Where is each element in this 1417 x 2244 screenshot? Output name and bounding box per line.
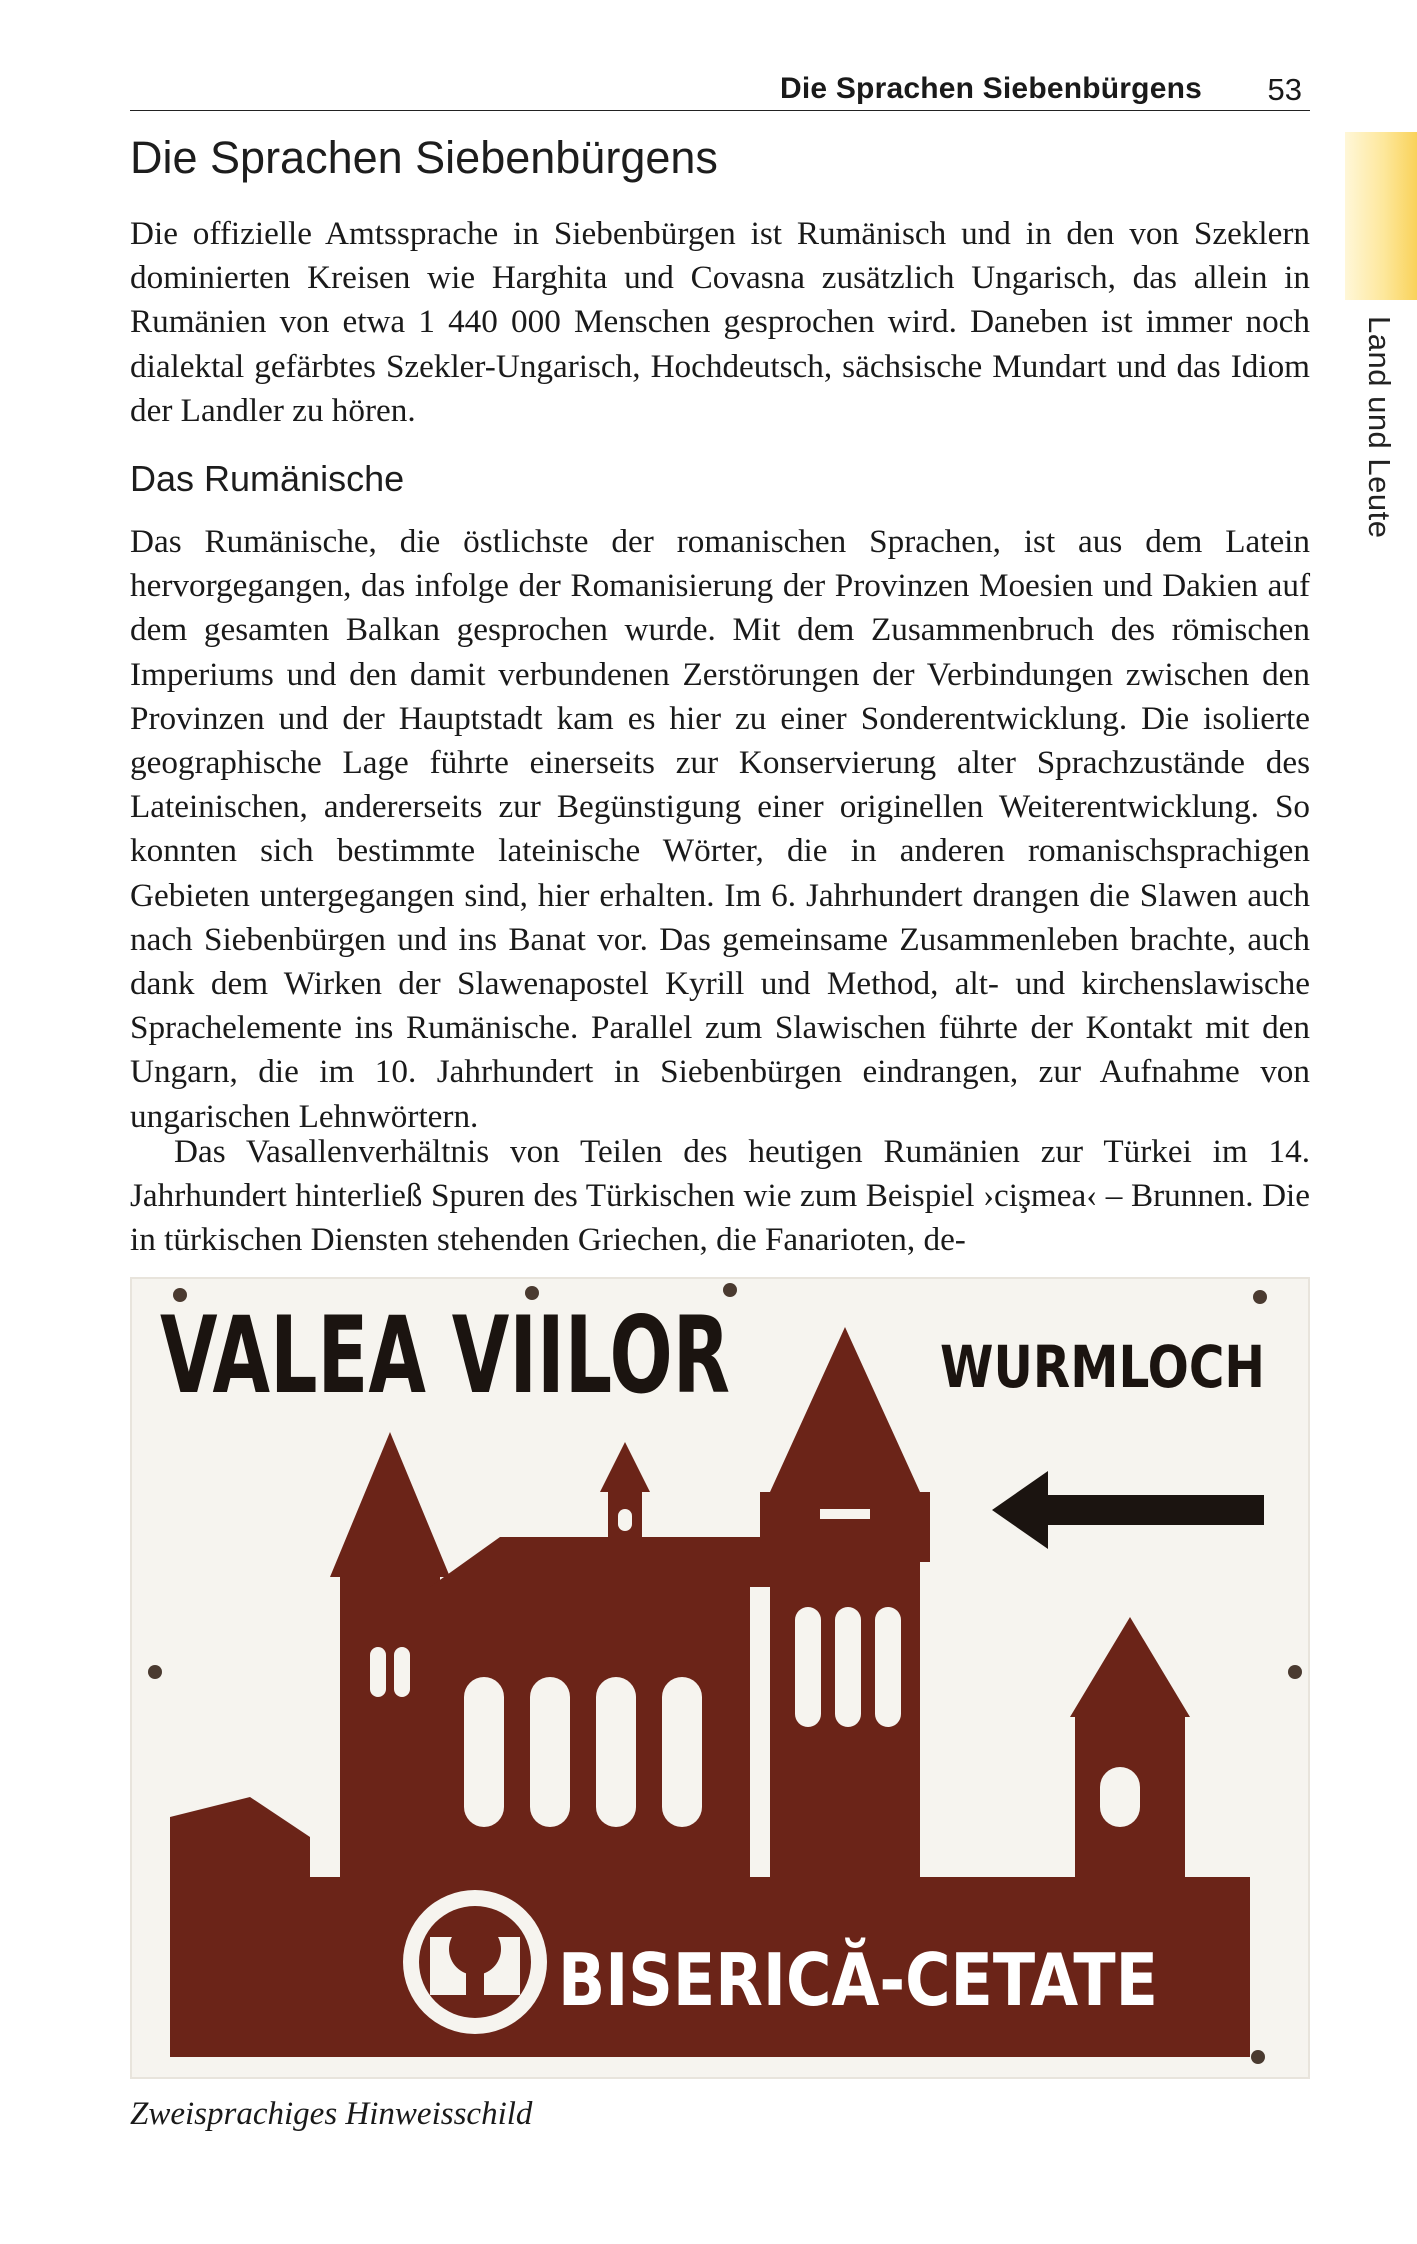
body-paragraph-2: Das Vasallenverhältnis von Teilen des heutigen Rumänien zur Türkei im 14. Jahrhundert hinterließ Spuren des Türkischen wie zum Beispiel ›cişmea‹ – Brunnen. Die in türkischen Diensten stehenden Griechen, die Fanarioten, de-	[130, 1133, 1310, 1259]
world-heritage-emblem-icon	[403, 1890, 547, 2034]
page-number: 53	[1267, 72, 1302, 107]
running-head-title: Die Sprachen Siebenbürgens	[780, 72, 1202, 105]
photo-caption: Zweisprachiges Hinweisschild	[130, 2096, 533, 2132]
arrow-left-icon	[992, 1471, 1264, 1549]
sign-subtitle: WURMLOCH	[940, 1333, 1265, 1401]
subsection-title: Das Rumänische	[130, 458, 405, 499]
sign-photo	[130, 1277, 1310, 2079]
running-head	[130, 66, 1310, 111]
chapter-side-label: Land und Leute	[1362, 316, 1397, 539]
sign-banner: BISERICĂ-CETATE	[558, 1938, 1158, 2022]
sign-illustration	[130, 1277, 1310, 2079]
body-paragraph-1: Das Rumänische, die östlichste der romanischen Sprachen, ist aus dem Latein hervorgegangen, das infolge der Romanisierung der Provinzen Moesien und Dakien auf dem gesamten Balkan gesprochen wurde. Mit dem Zusammenbruch des römischen Imperiums und den damit verbundenen Zerstörungen der Verbindungen zwischen den Provinzen und der Hauptstadt kam es hier zu einer Sonderentwicklung. Die isolierte geographische Lage führte einerseits zur Konservierung alter Sprachzustände des Lateinischen, andererseits zur Begünstigung einer originellen Weiterentwicklung. So konnten sich bestimmte lateinische Wörter, die in anderen romanischsprachigen Gebieten untergegangen sind, hier erhalten. Im 6. Jahrhundert drangen die Slawen auch nach Siebenbürgen und ins Banat vor. Das gemeinsame Zusammenleben brachte, auch dank dem Wirken der Slawenapostel Kyrill und Method, alt- und kirchenslawische Sprachelemente ins Rumänische. Parallel zum Slawischen führte der Kontakt mit den Ungarn, die im 10. Jahrhundert in Siebenbürgen eindrangen, zur Aufnahme von ungarischen Lehnwörtern.	[130, 523, 1310, 1135]
chapter-tab-marker	[1345, 132, 1417, 300]
intro-paragraph: Die offizielle Amtssprache in Siebenbürgen ist Rumänisch und in den von Szeklern dominierten Kreisen wie Harghita und Covasna zusätzlich Ungarisch, das allein in Rumänien von etwa 1 440 000 Menschen gesprochen wird. Daneben ist immer noch dialektal gefärbtes Szekler-Ungarisch, Hochdeutsch, sächsische Mundart und das Idiom der Landler zu hören.	[130, 215, 1310, 429]
sign-title: VALEA VIILOR	[160, 1294, 730, 1417]
section-title: Die Sprachen Siebenbürgens	[130, 132, 718, 183]
